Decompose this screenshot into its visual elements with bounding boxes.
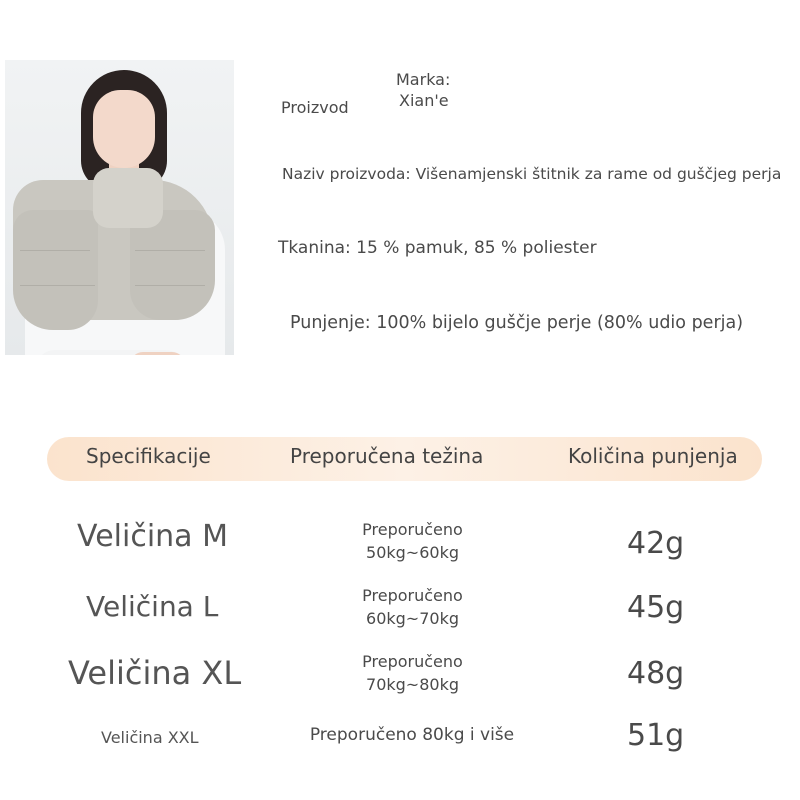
recommended-range: 70kg~80kg <box>366 675 459 694</box>
recommended-weight-xl <box>330 650 495 696</box>
model-face <box>93 90 155 168</box>
filling-qty-xl: 48g <box>627 656 685 691</box>
recommended-weight-m <box>330 518 495 564</box>
shoulder-warmer-collar <box>93 168 163 228</box>
shoulder-warmer-left-panel <box>13 210 98 330</box>
filling-qty-m: 42g <box>627 526 685 561</box>
quilt-stitch <box>135 285 205 286</box>
header-specifications: Specifikacije <box>86 444 211 468</box>
product-photo <box>5 60 234 355</box>
recommended-range: 60kg~70kg <box>366 609 459 628</box>
recommended-label: Preporučeno <box>362 652 463 671</box>
quilt-stitch <box>20 285 95 286</box>
recommended-weight-xxl <box>296 724 528 747</box>
size-m: Veličina M <box>77 519 228 554</box>
product-label: Proizvod <box>281 98 349 117</box>
recommended-weight-l <box>330 584 495 630</box>
product-name: Naziv proizvoda: Višenamjenski štitnik za rame od guščjeg perja <box>282 165 782 183</box>
quilt-stitch <box>20 250 90 251</box>
brand-label: Marka: <box>396 70 451 89</box>
recommended-label: Preporučeno <box>362 520 463 539</box>
filling-qty-xxl: 51g <box>627 718 685 753</box>
header-recommended-weight: Preporučena težina <box>290 444 484 468</box>
size-xxl: Veličina XXL <box>101 728 199 747</box>
size-l: Veličina L <box>86 590 219 623</box>
fabric-info: Tkanina: 15 % pamuk, 85 % poliester <box>278 238 597 258</box>
filling-info: Punjenje: 100% bijelo guščje perje (80% udio perja) <box>290 313 744 333</box>
quilt-stitch <box>135 250 205 251</box>
recommended-label: Preporučeno <box>362 586 463 605</box>
size-xl: Veličina XL <box>68 654 242 692</box>
filling-qty-l: 45g <box>627 590 685 625</box>
model-hand <box>130 352 185 355</box>
recommended-range: 50kg~60kg <box>366 543 459 562</box>
recommended-label: Preporučeno 80kg i više <box>309 725 515 745</box>
header-filling-amount: Količina punjenja <box>568 444 738 468</box>
brand-value: Xian'e <box>399 91 449 110</box>
